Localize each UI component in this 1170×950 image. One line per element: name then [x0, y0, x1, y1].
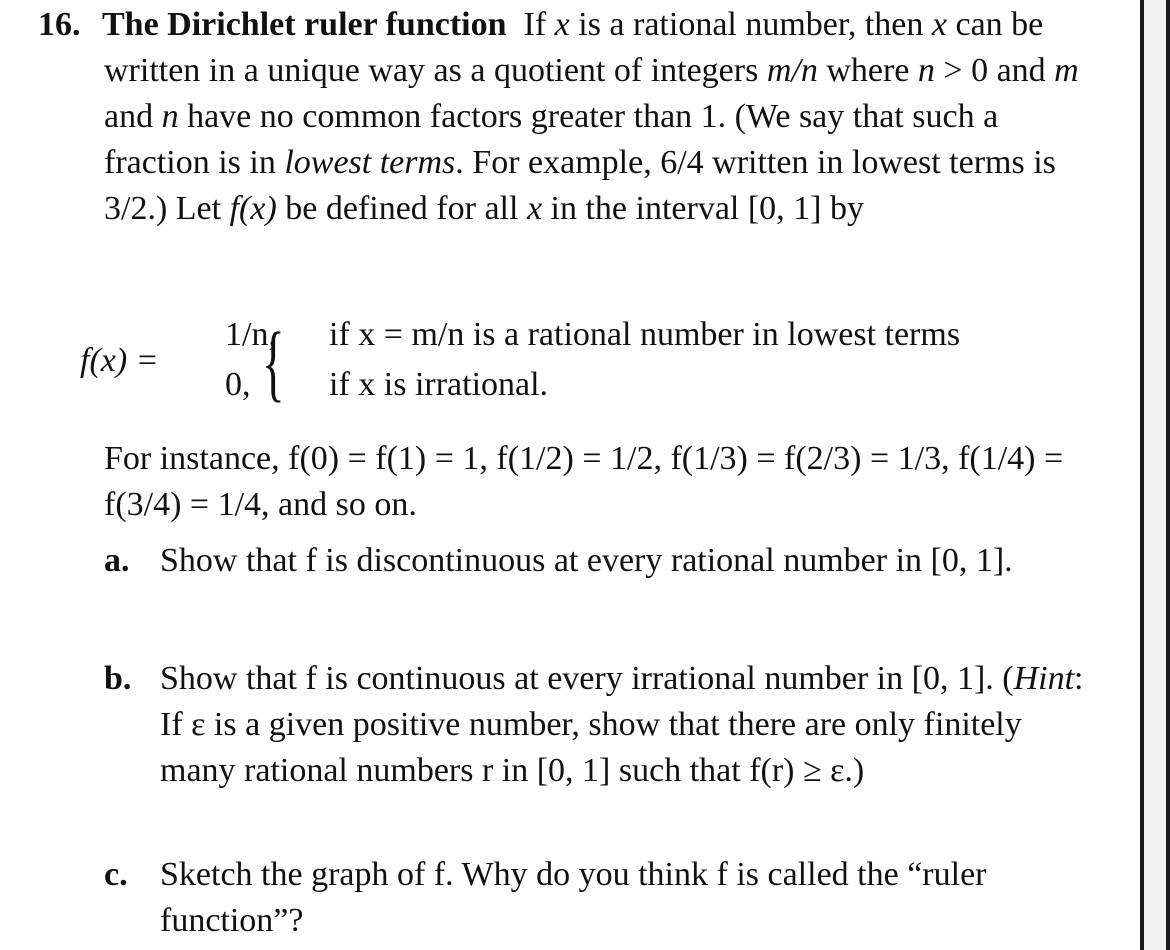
scrollbar-thumb[interactable]	[1144, 0, 1166, 950]
part-c-text: Sketch the graph of f. Why do you think f is called the “ruler function”?	[160, 856, 987, 939]
part-a-label: a.	[104, 542, 130, 579]
part-b-text: Show that f is continuous at every irrational number in [0, 1]. (Hint: If ε is a given positive number, show that there are only finitely many rational numbers r in [0, 1] such that f(r) ≥ ε.)	[160, 660, 1084, 789]
hint-label: Hint	[1013, 660, 1075, 697]
formula-lhs: f(x) =	[80, 342, 159, 379]
scrollbar[interactable]	[1140, 0, 1170, 950]
case-irrational-condition: if x is irrational.	[329, 366, 549, 403]
problem-title: The Dirichlet ruler function	[102, 6, 507, 43]
instance-paragraph: For instance, f(0) = f(1) = 1, f(1/2) = 1/2, f(1/3) = f(2/3) = 1/3, f(1/4) = f(3/4) = 1/4, and so on.	[104, 440, 1064, 523]
case-rational-value: 1/n,	[225, 316, 277, 353]
left-brace: {	[262, 314, 285, 410]
part-b-label: b.	[104, 660, 132, 697]
problem-intro	[104, 2, 1094, 232]
part-c-label: c.	[104, 856, 128, 893]
intro-paragraph: The Dirichlet ruler function If x is a rational number, then x can be written in a unique way as a quotient of integers m/n where n > 0 and m and n have no common factors greater than 1. (We say that such a fraction is in lowest terms. For example, 6/4 written in lowest terms is 3/2.) Let f(x) be defined for all x in the interval [0, 1] by	[102, 6, 1079, 227]
case-irrational-value: 0,	[225, 366, 251, 403]
case-rational-condition: if x = m/n is a rational number in lowest terms	[329, 316, 961, 353]
piecewise-definition	[80, 312, 1120, 412]
lowest-terms-term: lowest terms	[284, 144, 456, 181]
problem-number: 16.	[38, 6, 81, 43]
part-a-text: Show that f is discontinuous at every rational number in [0, 1].	[160, 542, 1013, 579]
